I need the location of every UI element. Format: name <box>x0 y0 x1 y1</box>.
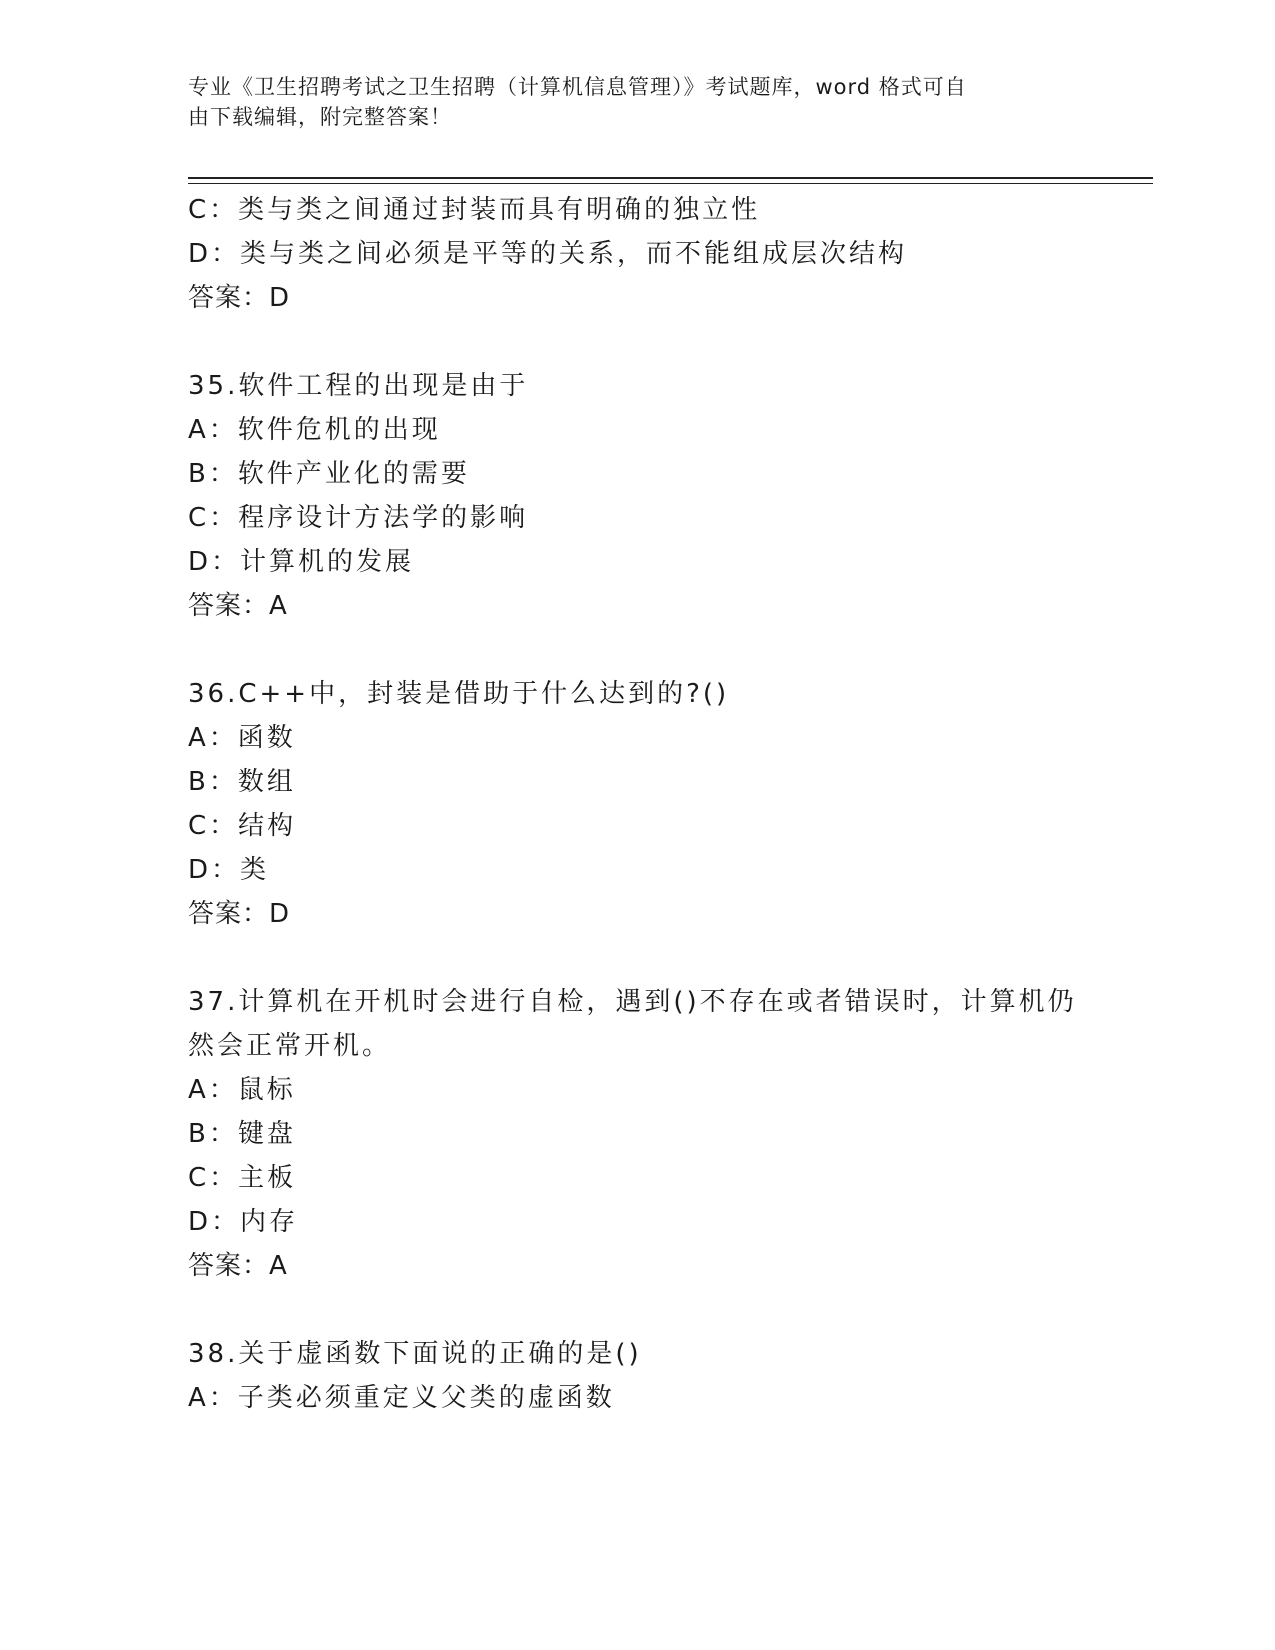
answer-line: 答案：D <box>188 899 291 929</box>
option-line: A：子类必须重定义父类的虚函数 <box>188 1383 615 1413</box>
option-line: B：数组 <box>188 767 296 797</box>
option-line: C：结构 <box>188 811 297 841</box>
answer-line: 答案：D <box>188 283 291 313</box>
answer-line: 答案：A <box>188 1251 288 1281</box>
option-line: D：计算机的发展 <box>188 547 415 577</box>
header-line-2: 由下载编辑，附完整答案！ <box>188 105 452 129</box>
option-line: C：程序设计方法学的影响 <box>188 503 529 533</box>
option-line: C：主板 <box>188 1163 297 1193</box>
option-line: D：类 <box>188 855 270 885</box>
option-line: A：鼠标 <box>188 1075 296 1105</box>
option-line: D：类与类之间必须是平等的关系，而不能组成层次结构 <box>188 239 908 269</box>
option-line: D：内存 <box>188 1207 299 1237</box>
header-divider-thin <box>188 183 1153 184</box>
header-divider-thick <box>188 177 1153 179</box>
option-line: B：键盘 <box>188 1119 296 1149</box>
question-35: 35.软件工程的出现是由于 <box>188 371 529 401</box>
question-37: 37.计算机在开机时会进行自检，遇到()不存在或者错误时，计算机仍 <box>188 987 1077 1017</box>
answer-line: 答案：A <box>188 591 288 621</box>
question-36: 36.C++中，封装是借助于什么达到的?() <box>188 679 730 709</box>
question-38: 38.关于虚函数下面说的正确的是() <box>188 1339 642 1369</box>
option-line: A：软件危机的出现 <box>188 415 441 445</box>
option-line: B：软件产业化的需要 <box>188 459 470 489</box>
question-37-continued: 然会正常开机。 <box>188 1031 392 1061</box>
option-line: C：类与类之间通过封装而具有明确的独立性 <box>188 195 761 225</box>
document-header <box>188 72 1088 132</box>
option-line: A：函数 <box>188 723 296 753</box>
header-line-1: 专业《卫生招聘考试之卫生招聘（计算机信息管理）》考试题库，word 格式可自 <box>188 75 967 99</box>
